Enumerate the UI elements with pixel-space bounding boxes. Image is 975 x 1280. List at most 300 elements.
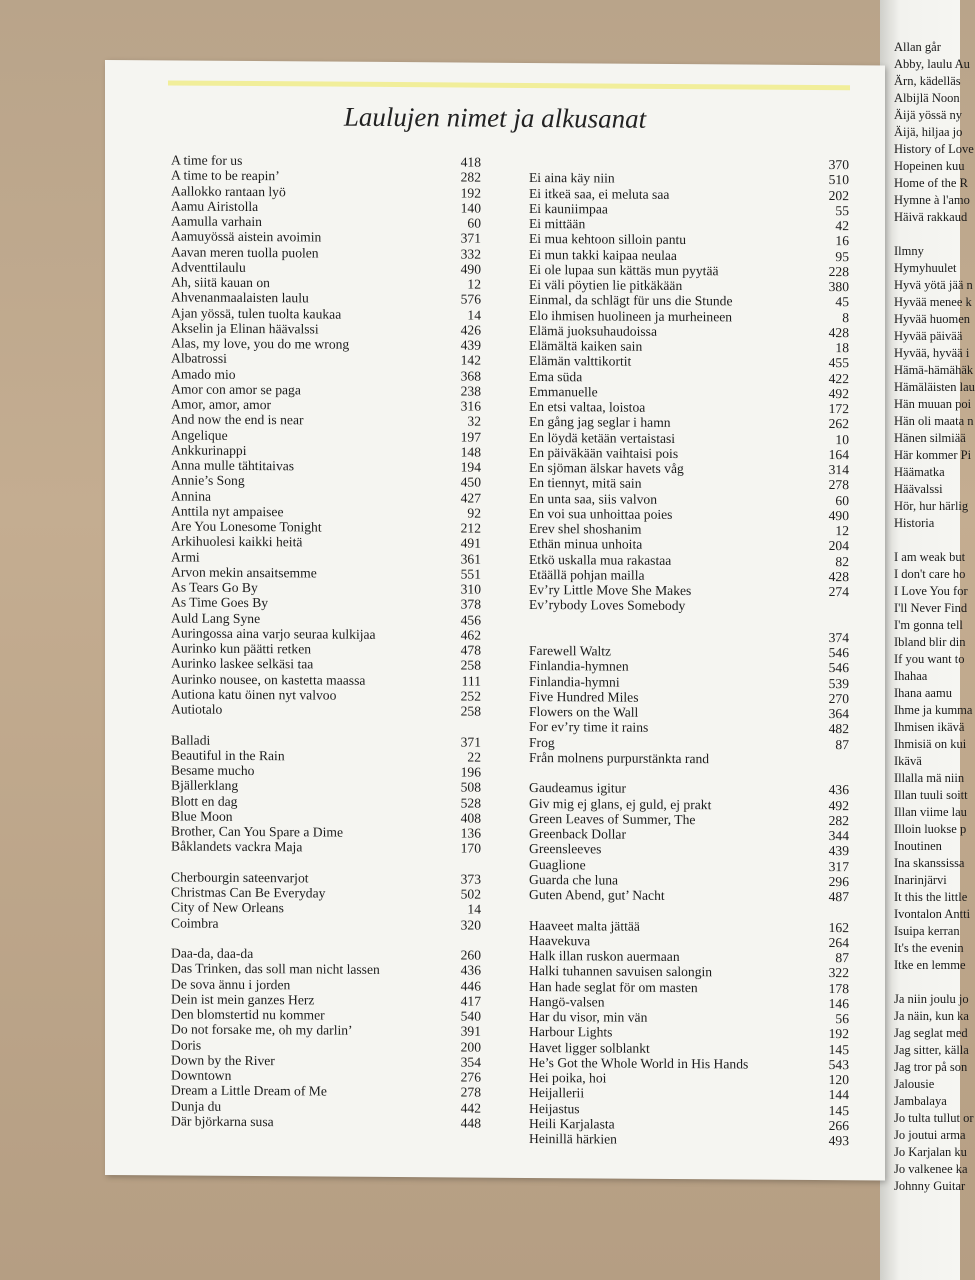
song-title: Einmal, da schlägt für uns die Stunde <box>529 292 733 309</box>
song-title: Armi <box>171 548 200 565</box>
song-title: Flowers on the Wall <box>529 703 639 720</box>
song-title: En gång jag seglar i hamn <box>529 414 671 431</box>
page-number: 200 <box>460 1038 481 1055</box>
facing-page-text: Här kommer Pi <box>894 448 972 462</box>
song-title: Heijastus <box>529 1100 580 1116</box>
page-number: 87 <box>835 736 849 752</box>
song-title: Haaveet malta jättää <box>529 917 640 934</box>
page-number: 487 <box>828 889 849 905</box>
page-number: 418 <box>460 154 481 170</box>
song-title: Ema süda <box>529 368 583 384</box>
song-title: Ei aina käy niin <box>529 170 615 186</box>
song-title: Aallokko rantaan lyö <box>171 182 286 199</box>
song-title: En löydä ketään vertaistasi <box>529 429 676 446</box>
facing-page-text: History of Love <box>894 142 974 156</box>
song-title: Elämä juoksuhaudoissa <box>529 322 657 339</box>
page-number: 455 <box>828 355 849 371</box>
song-title: Annina <box>171 487 212 504</box>
song-title: Ankkurinappi <box>171 442 247 458</box>
page-number: 546 <box>828 660 849 676</box>
song-title: Balladi <box>171 731 211 748</box>
facing-page-text: Albijlä Noon <box>894 91 960 105</box>
page-number: 82 <box>835 553 849 569</box>
index-entry <box>171 534 481 551</box>
index-entry <box>171 473 481 490</box>
page-number: 492 <box>828 385 849 401</box>
song-title: Dunja du <box>171 1097 222 1114</box>
song-title: Anna mulle tähtitaivas <box>171 457 295 474</box>
song-title: Annie’s Song <box>171 472 245 489</box>
song-title: Bjällerklang <box>171 777 239 794</box>
song-title: De sova ännu i jorden <box>171 975 291 992</box>
page-number: 320 <box>460 916 481 933</box>
facing-page-text: Inoutinen <box>894 839 942 853</box>
song-title: Guaglione <box>529 856 586 872</box>
page-number: 450 <box>460 474 481 490</box>
facing-page-text: Illan viime lau <box>894 805 967 819</box>
index-entry <box>171 1113 481 1130</box>
facing-page-text: Ihahaa <box>894 669 928 683</box>
index-entry <box>171 1022 481 1039</box>
page-number: 204 <box>828 538 849 554</box>
facing-page-text: Hyvää päivää <box>894 329 963 343</box>
page-number: 378 <box>460 596 481 612</box>
page-number: 361 <box>460 550 481 567</box>
page-number: 8 <box>842 309 849 325</box>
facing-page-text: Hyvää huomen <box>894 312 971 326</box>
page-number: 252 <box>460 688 481 704</box>
facing-page-text: Ihme ja kumma <box>894 703 973 717</box>
page-number: 428 <box>828 568 849 584</box>
index-entry <box>171 701 481 718</box>
facing-page-text: Jag seglat med <box>894 1026 968 1040</box>
page-number: 111 <box>461 672 481 689</box>
index-entry <box>529 750 849 767</box>
page-number: 528 <box>460 794 481 811</box>
song-title: Erev shel shoshanim <box>529 520 642 537</box>
song-title: Emmanuelle <box>529 383 598 400</box>
facing-page-text: Ina skanssissa <box>894 856 965 870</box>
song-title: Halk illan ruskon auermaan <box>529 947 680 965</box>
song-title: Ev’rybody Loves Somebody <box>529 597 686 614</box>
page-number: 436 <box>828 782 849 798</box>
page-number: 172 <box>828 401 849 417</box>
facing-page-text: Ikävä <box>894 754 922 768</box>
song-title: En päiväkään vaihtaisi pois <box>529 444 679 461</box>
song-title: Ei mittään <box>529 215 586 232</box>
song-title: Aurinko nousee, on kastetta maassa <box>171 670 366 688</box>
facing-page-text: Hänen silmiää <box>894 431 966 445</box>
song-title: Aurinko laskee selkäsi taa <box>171 655 314 672</box>
page-number: 508 <box>460 779 481 795</box>
facing-page-text: Ibland blir din <box>894 635 966 649</box>
index-entry <box>529 1131 849 1148</box>
page-number: 56 <box>835 1011 849 1027</box>
facing-page-text: Ja näin, kun ka <box>894 1009 969 1023</box>
song-title: Elo ihmisen huolineen ja murheineen <box>529 307 733 324</box>
page-number: 502 <box>460 886 481 902</box>
page-number: 14 <box>467 307 481 323</box>
page-number: 10 <box>835 431 849 447</box>
facing-page-text: Hör, hur härlig <box>894 499 969 513</box>
song-title: He’s Got the Whole World in His Hands <box>529 1054 749 1072</box>
page-number: 462 <box>460 627 481 643</box>
page-number: 282 <box>828 812 849 828</box>
page-number: 274 <box>828 584 849 600</box>
page-number: 276 <box>460 1069 481 1085</box>
facing-page-text: Hän muuan poi <box>894 397 972 411</box>
song-title: En sjöman älskar havets våg <box>529 459 684 477</box>
page-number: 87 <box>835 950 849 966</box>
song-title: Farewell Waltz <box>529 642 612 659</box>
song-title: A time for us <box>171 152 243 168</box>
page-number: 162 <box>828 919 849 935</box>
facing-page-text: Hopeinen kuu <box>894 159 965 173</box>
facing-page-text: Johnny Guitar <box>894 1179 966 1193</box>
song-title: For ev’ry time it rains <box>529 719 649 736</box>
song-title: Brother, Can You Spare a Dime <box>171 823 343 840</box>
page-number: 92 <box>467 505 481 521</box>
song-title: Autiotalo <box>171 701 223 717</box>
page-number: 196 <box>460 764 481 780</box>
facing-page-text: Häivä rakkaud <box>894 210 968 224</box>
facing-page-text: Hymne à l'amo <box>894 193 970 207</box>
facing-page-text: Ihmisen ikävä <box>894 720 965 734</box>
page-number: 145 <box>828 1102 849 1118</box>
song-title: Etkö uskalla mua rakastaa <box>529 551 672 568</box>
page-number: 164 <box>828 446 849 462</box>
song-title: Han hade seglat för om masten <box>529 978 698 995</box>
page-number: 344 <box>828 828 849 844</box>
song-title: Anttila nyt ampaisee <box>171 503 284 519</box>
page-number: 264 <box>828 934 849 950</box>
song-title: Amor, amor, amor <box>171 396 272 413</box>
index-entry <box>171 915 481 932</box>
index-entry <box>529 597 849 614</box>
page-number: 238 <box>460 383 481 399</box>
page-number: 278 <box>460 1084 481 1100</box>
song-title: Do not forsake me, oh my darlin’ <box>171 1021 353 1038</box>
facing-page-text: Ilmny <box>894 244 924 258</box>
page-number: 136 <box>460 825 481 841</box>
page-number: 510 <box>828 172 849 188</box>
page-number: 446 <box>460 977 481 994</box>
page-title: Laulujen nimet ja alkusanat <box>343 101 647 134</box>
song-title: Ethän minua unhoita <box>529 536 643 553</box>
page-number: 546 <box>828 645 849 661</box>
song-title: Christmas Can Be Everyday <box>171 884 326 901</box>
facing-page-text: Ärn, kädelläs <box>894 74 961 88</box>
facing-page-text: Jo Karjalan ku <box>894 1145 967 1159</box>
song-title: Elämältä kaiken sain <box>529 337 643 354</box>
facing-page-text: Ja niin joulu jo <box>894 992 969 1006</box>
page-number: 314 <box>828 462 849 478</box>
song-title: Angelique <box>171 426 228 443</box>
page-number: 296 <box>828 873 849 889</box>
page-number: 192 <box>828 1026 849 1042</box>
page-number: 262 <box>828 416 849 432</box>
song-title: Blue Moon <box>171 808 233 824</box>
page-number: 316 <box>460 398 481 414</box>
facing-page-text: Home of the R <box>894 176 968 190</box>
page-number: 144 <box>828 1087 849 1103</box>
song-title: Dream a Little Dream of Me <box>171 1082 327 1099</box>
page-number: 391 <box>460 1023 481 1039</box>
facing-page-text: Jag tror på son <box>894 1060 968 1074</box>
facing-page-text: I Love You for <box>894 584 968 598</box>
page-number: 42 <box>835 218 849 234</box>
song-title: Finlandia-hymni <box>529 673 620 690</box>
song-title: Alas, my love, you do me wrong <box>171 335 350 352</box>
index-column-right <box>529 155 849 1148</box>
page-number: 120 <box>828 1072 849 1088</box>
page-number: 18 <box>835 340 849 356</box>
song-title: Etäällä pohjan mailla <box>529 566 645 583</box>
facing-page-text: Hämäläisten lau <box>894 380 975 394</box>
song-title: Harbour Lights <box>529 1024 613 1040</box>
page-number: 258 <box>460 657 481 673</box>
facing-page-text: Illoin luokse p <box>894 822 967 836</box>
page-number: 55 <box>835 202 849 218</box>
song-title: Greensleeves <box>529 841 602 857</box>
song-title: Ei mun takki kaipaa neulaa <box>529 246 677 263</box>
facing-page-text: Isuipa kerran <box>894 924 960 938</box>
song-title: Frog <box>529 734 555 750</box>
song-title: Guten Abend, gut’ Nacht <box>529 886 665 903</box>
song-title: Besame mucho <box>171 762 255 779</box>
page-number: 16 <box>835 233 849 249</box>
page-number: 178 <box>828 980 849 996</box>
facing-page-text: Häämatka <box>894 465 945 479</box>
song-title: Arvon mekin ansaitsemme <box>171 564 317 581</box>
song-title: Auringossa aina varjo seuraa kulkijaa <box>171 625 376 642</box>
index-entry <box>529 887 849 904</box>
song-title: Auld Lang Syne <box>171 609 261 626</box>
song-title: En unta saa, siis valvon <box>529 490 657 507</box>
facing-page-text: Hymyhuulet <box>894 261 957 275</box>
page-number: 14 <box>467 901 481 917</box>
page-number: 439 <box>460 337 481 353</box>
song-title: Heili Karjalasta <box>529 1115 615 1132</box>
page-number: 60 <box>835 492 849 508</box>
facing-page-text: Hyvää menee k <box>894 295 972 309</box>
page-number: 539 <box>828 675 849 691</box>
page-number: 278 <box>828 477 849 493</box>
page-number: 436 <box>460 962 481 978</box>
song-title: City of New Orleans <box>171 899 284 916</box>
facing-page-text: Jalousie <box>894 1077 935 1091</box>
index-entry <box>529 719 849 736</box>
song-title: Har du visor, min vän <box>529 1008 648 1025</box>
page-number: 332 <box>460 245 481 262</box>
facing-page <box>880 0 975 1280</box>
song-title: Ei väli pöytien lie pitkäkään <box>529 276 683 294</box>
song-title: Amado mio <box>171 365 236 382</box>
page-number: 22 <box>467 749 481 765</box>
page-number: 380 <box>828 279 849 295</box>
song-title: Heinillä härkien <box>529 1130 617 1147</box>
facing-page-text: Ivontalon Antti <box>894 907 971 921</box>
page-number: 371 <box>460 230 481 246</box>
page-number: 364 <box>828 706 849 722</box>
song-title: Downtown <box>171 1067 232 1083</box>
facing-page-text: Häävalssi <box>894 482 943 496</box>
song-title: Adventtilaulu <box>171 259 246 275</box>
song-title: Amor con amor se paga <box>171 381 301 398</box>
page-number: 145 <box>828 1041 849 1057</box>
song-title: Down by the River <box>171 1052 275 1068</box>
page-number: 371 <box>460 733 481 750</box>
page-number: 427 <box>460 489 481 506</box>
song-title: As Time Goes By <box>171 594 269 611</box>
song-title: Coimbra <box>171 914 219 931</box>
song-title: Båklandets vackra Maja <box>171 838 303 855</box>
page-number: 442 <box>460 1099 481 1116</box>
song-title: Autiona katu öinen nyt valvoo <box>171 686 337 703</box>
song-title: Ah, siitä kauan on <box>171 274 270 291</box>
page-number: 260 <box>460 947 481 963</box>
page-number: 490 <box>460 261 481 277</box>
song-title: Dein ist mein ganzes Herz <box>171 991 315 1008</box>
page-number: 266 <box>828 1117 849 1133</box>
page-number: 317 <box>828 858 849 874</box>
page-number: 426 <box>460 322 481 338</box>
song-title: Heijallerii <box>529 1085 585 1101</box>
page-number: 322 <box>828 965 849 981</box>
page-number: 408 <box>460 810 481 826</box>
page-number: 32 <box>467 413 481 429</box>
page-number: 370 <box>828 157 849 173</box>
facing-page-text: I'll Never Find <box>894 601 968 615</box>
song-title: Ev’ry Little Move She Makes <box>529 581 692 599</box>
song-title: En voi sua unhoittaa poies <box>529 505 673 522</box>
facing-page-text: Illan tuuli soitt <box>894 788 968 802</box>
song-title: Are You Lonesome Tonight <box>171 518 322 535</box>
song-title: Där björkarna susa <box>171 1113 274 1129</box>
song-title: Ei kauniimpaa <box>529 200 608 217</box>
song-title: Guarda che luna <box>529 871 619 888</box>
facing-page-text: Historia <box>894 516 935 530</box>
page-number: 417 <box>460 993 481 1009</box>
song-title: Ei ole lupaa sun kättäs mun pyytää <box>529 261 719 279</box>
song-title: Ajan yössä, tulen tuolta kaukaa <box>171 304 342 322</box>
yellow-header-rule <box>168 80 850 90</box>
facing-page-text: Jo joutui arma <box>894 1128 966 1142</box>
song-title: Haavekuva <box>529 932 591 949</box>
page-number: 192 <box>460 184 481 201</box>
song-title: Doris <box>171 1036 202 1053</box>
song-title: Ei itkeä saa, ei meluta saa <box>529 185 670 202</box>
song-title: As Tears Go By <box>171 579 258 596</box>
song-title: Green Leaves of Summer, The <box>529 810 696 827</box>
facing-page-text: Ihana aamu <box>894 686 952 700</box>
page-number: 490 <box>828 507 849 523</box>
facing-page-text: I am weak but <box>894 550 966 564</box>
song-title: Havet ligger solblankt <box>529 1039 650 1056</box>
song-title: Das Trinken, das soll man nicht lassen <box>171 960 380 978</box>
song-title: Albatrossi <box>171 350 227 367</box>
facing-page-text: It this the little <box>894 890 968 904</box>
song-title: Ei mua kehtoon silloin pantu <box>529 231 687 248</box>
page-number: 197 <box>460 428 481 445</box>
facing-page-text: Ihmisiä on kui <box>894 737 967 751</box>
page-number: 551 <box>460 566 481 582</box>
song-title: Ahvenanmaalaisten laulu <box>171 289 309 306</box>
page-number: 354 <box>460 1054 481 1070</box>
song-title: En tiennyt, mitä sain <box>529 475 642 491</box>
facing-page-text: It's the evenin <box>894 941 964 955</box>
song-title: Elämän valttikortit <box>529 353 632 369</box>
index-entry <box>171 839 481 856</box>
page-number: 422 <box>828 370 849 386</box>
page-number: 374 <box>828 629 849 645</box>
facing-page-text: Hämä-hämähäk <box>894 363 974 377</box>
facing-page-text: If you want to <box>894 652 965 666</box>
facing-page-text: Äijä yössä ny <box>894 108 963 122</box>
page-number: 448 <box>460 1115 481 1131</box>
page-number: 140 <box>460 200 481 216</box>
page-number: 212 <box>460 520 481 536</box>
facing-page-text: Abby, laulu Au <box>894 57 970 71</box>
page-number: 60 <box>467 215 481 231</box>
song-title: Akselin ja Elinan häävalssi <box>171 320 319 337</box>
song-title: Halki tuhannen savuisen salongin <box>529 963 713 980</box>
page-number: 170 <box>460 840 481 856</box>
song-title: Arkihuolesi kaikki heitä <box>171 533 303 550</box>
song-title: A time to be reapin’ <box>171 167 280 184</box>
song-title: Finlandia-hymnen <box>529 658 629 674</box>
page-number: 142 <box>460 352 481 368</box>
facing-page-text: Hyvää, hyvää i <box>894 346 970 360</box>
song-title: Aavan meren tuolla puolen <box>171 243 319 260</box>
page-number: 373 <box>460 871 481 887</box>
page-number: 148 <box>460 444 481 460</box>
facing-page-text: Inarinjärvi <box>894 873 947 887</box>
page-number: 258 <box>460 703 481 719</box>
song-title: And now the end is near <box>171 411 304 428</box>
facing-page-text: Jo valkenee ka <box>894 1162 968 1176</box>
song-title: Från molnens purpurstänkta rand <box>529 749 710 766</box>
facing-page-text: I'm gonna tell <box>894 618 963 632</box>
page-number: 439 <box>828 843 849 859</box>
song-title: Greenback Dollar <box>529 825 626 842</box>
song-title: Hei poika, hoi <box>529 1069 607 1086</box>
page-number: 543 <box>828 1056 849 1072</box>
page-number: 491 <box>460 535 481 551</box>
song-title: Aurinko kun päätti retken <box>171 640 312 657</box>
song-title: Daa-da, daa-da <box>171 945 254 962</box>
page-number: 456 <box>460 611 481 628</box>
song-title: Aamuyössä aistein avoimin <box>171 228 322 245</box>
song-title: Blott en dag <box>171 792 238 809</box>
facing-page-text: Illalla mä niin <box>894 771 965 785</box>
song-title: Aamu Airistolla <box>171 198 259 214</box>
page-number: 228 <box>828 263 849 279</box>
song-title: Beautiful in the Rain <box>171 747 285 764</box>
page-number: 45 <box>835 294 849 310</box>
page-number: 95 <box>835 248 849 264</box>
song-title: Gaudeamus igitur <box>529 780 627 796</box>
song-title: Giv mig ej glans, ej guld, ej prakt <box>529 795 712 812</box>
song-title: Den blomstertid nu kommer <box>171 1006 325 1023</box>
facing-page-text: Hyvä yötä jää n <box>894 278 973 292</box>
index-column-left <box>171 152 481 1130</box>
song-title: Aamulla varhain <box>171 213 262 230</box>
song-title: En etsi valtaa, loistoa <box>529 398 646 415</box>
page-number: 146 <box>828 995 849 1011</box>
song-title: Cherbourgin sateenvarjot <box>171 869 309 886</box>
page-number: 12 <box>835 523 849 539</box>
